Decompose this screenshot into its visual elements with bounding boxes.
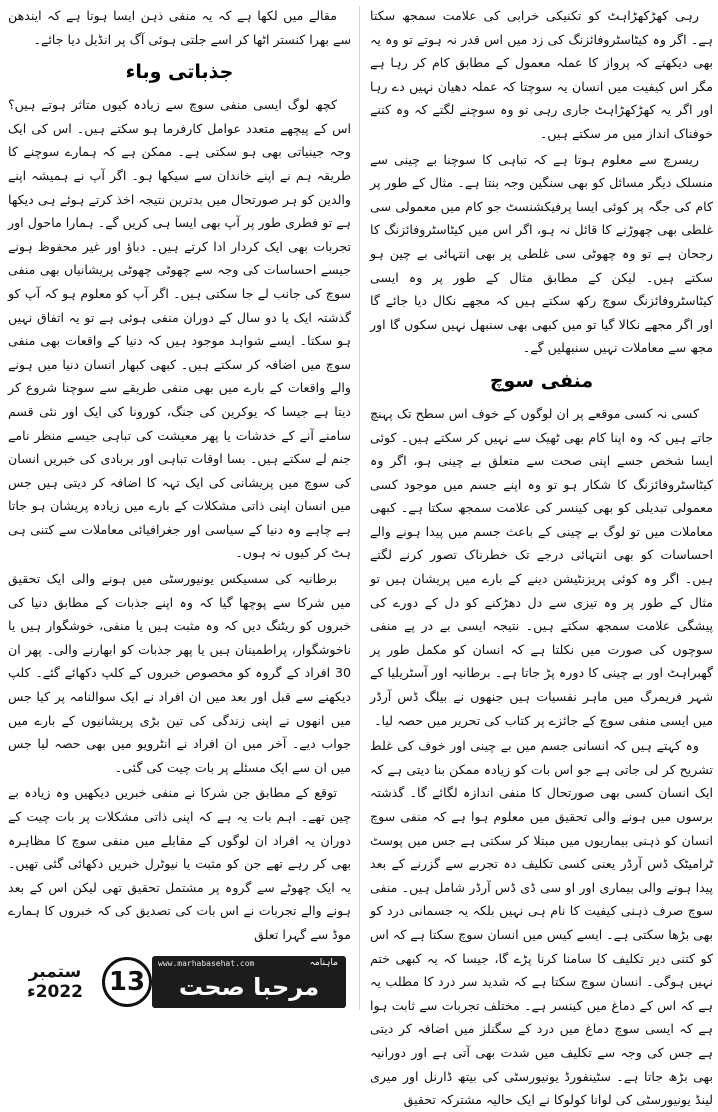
right-column — [370, 4, 713, 1108]
column-divider — [359, 6, 360, 1010]
issue-date: ستمبر 2022ء — [26, 962, 84, 1002]
paragraph: وہ کہتے ہیں کہ انسانی جسم میں بے چینی اور خوف کی غلط تشریح کر لی جاتی ہے جو اس بات کو زیادہ ممکن بنا دیتی ہے کہ ایک انسان کسی بھی صورتحال کا منفی اندازہ لگائے گا۔ گذشتہ برسوں میں ہونے والی تحقیق میں معلوم ہوا ہے کہ منفی سوچ انسان کو ذہنی بیماریوں میں مبتلا کر سکتی ہے جس میں پوسٹ ٹرامیٹک ڈس آرڈر یعنی کسی تکلیف دہ تجربے سے گزرنے کے بعد پیدا ہونے والی بیماری اور او سی ڈی ڈس آرڈر شامل ہیں۔ منفی سوچ صرف ذہنی کیفیت کا نام ہی نہیں بلکہ یہ جسمانی درد کو بھی بڑھا سکتی ہے۔ ایسے کیس میں انسان سوچ سکتا ہے کہ اس کو کتنی دیر تکلیف کا سامنا کرنا پڑے گا، جیسا کہ یہ کبھی ختم نہیں ہوگی۔ انسان سوچ سکتا ہے کہ شدید سر درد کا مطلب یہ ہے کہ اس کے دماغ میں کینسر ہے۔ مختلف تجربات سے ثابت ہوا ہے کہ ایسی سوچ دماغ میں درد کے سگنلز میں اضافہ کر دیتی ہے جس کی وجہ سے تکلیف میں شدت بھی آتی ہے اور دورانیہ بھی بڑھ جاتا ہے۔ سٹینفورڈ یونیورسٹی کی بیتھ ڈارنل اور میری لینڈ یونیورسٹی کی لوانا کولوکا نے ایک حالیہ مشترکہ تحقیق — [370, 738, 713, 1108]
brand-name: مرحبا صحت — [178, 973, 320, 1001]
paragraph: مقالے میں لکھا ہے کہ یہ منفی ذہن ایسا ہوتا ہے کہ ایندھن سے بھرا کنستر اٹھا کر اسے جلتی ہوئی آگ پر انڈیل دیا جائے۔ — [8, 8, 351, 47]
paragraph: توقع کے مطابق جن شرکا نے منفی خبریں دیکھیں وہ زیادہ بے چین تھے۔ اہم بات یہ ہے کہ اپنی ذاتی مشکلات پر بات چیت کے دوران یہ افراد ان لوگوں کے مقابلے میں منفی سوچ کا مظاہرہ بھی کر رہے تھے جن کو مثبت یا نیوٹرل خبریں دکھائی گئی تھیں۔ یہ ایک چھوٹے سے گروہ پر مشتمل تحقیق تھی لیکن اس کے بعد ہونے والے تجربات نے اس بات کی تصدیق کی کہ خبروں کا ہمارے موڈ سے گہرا تعلق — [8, 785, 351, 942]
paragraph: رہی کھڑکھڑاہٹ کو تکنیکی خرابی کی علامت سمجھ سکتا ہے۔ اگر وہ کیٹاسٹروفائزنگ کی زد میں اس قدر نہ ہوتے تو وہ یہ بھی دیکھتے کہ پرواز کا عملہ معمول کے مطابق کام کر رہا ہے مگر اس کیفیت میں انسان یہ سوچتا کہ عملہ دھیان نہیں دے رہا اور اگر یہ کھڑکھڑاہٹ جاری رہی تو وہ سوچنے لگتے کہ وہ کتنے خوفناک انداز میں مر سکتے ہیں۔ — [370, 8, 713, 141]
section-heading-negative-thinking: منفی سوچ — [489, 369, 594, 392]
section-heading-emotional-epidemic: جذباتی وباء — [125, 61, 234, 84]
paragraph: کسی نہ کسی موقعے پر ان لوگوں کے خوف اس سطح تک پہنچ جاتے ہیں کہ وہ اپنا کام بھی ٹھیک سے نہیں کر سکتے ہیں۔ کوئی ایسا شخص جسے اپنی صحت سے متعلق بے چینی ہو، اگر وہ کیٹاسٹروفائزنگ کا شکار ہو تو وہ اپنے جسم میں موجود کسی معمولی تبدیلی کو بھی کینسر کی علامت سمجھ سکتا ہے۔ کبھی معاملات میں تو لوگ بے چینی کے باعث جسم میں پیدا ہونے والے احساسات کو بھی انتہائی درجے تک خطرناک تصور کرنے لگتے ہیں۔ اگر وہ کوئی پریزنٹیشن دینے کے بارے میں پریشان ہیں تو مثال کے طور پر وہ تیزی سے دل دھڑکنے کو دل کے دورے کی پیشگی علامت سمجھ سکتے ہیں۔ نتیجہ ایسی بے در پے منفی سوچوں کی صورت میں نکلتا ہے کہ انسان کو مکمل طور پر گھبراہٹ اور بے چینی کا دورہ پڑ جاتا ہے۔ برطانیہ اور آسٹریلیا کے شہر فریمرگ میں ماہر نفسیات ہیں جنھوں نے بیلگ ڈس آرڈر میں ایسی منفی سوچ کے جائزے پر کتاب کی تحریر میں حصہ لیا۔ — [370, 405, 713, 728]
paragraph: ریسرچ سے معلوم ہوتا ہے کہ تباہی کا سوچنا بے چینی سے منسلک دیگر مسائل کو بھی سنگین وجہ بنتا ہے۔ مثال کے طور پر کام کی جگہ پر کوئی ایسا پرفیکشنسٹ جو کام میں معمولی سی غلطی بھی چھوڑنے کا قائل نہ ہو، اگر اس میں کیٹاسٹروفائزنگ کا رجحان ہے تو وہ چھوٹی سی غلطی پر بھی انتہائی بے چین ہو سکتے ہیں۔ لیکن کے مطابق مثال کے طور پر وہ ایسی کیٹاسٹروفائزنگ سوچ رکھ سکتے ہیں کہ مجھے نکال دیا جائے گا اور اگر مجھے نکالا گیا تو میں کبھی بھی سنبھل نہیں سکوں گا اور مجھ سے معاملات نہیں سنبھلیں گے۔ — [370, 151, 713, 356]
paragraph: برطانیہ کی سسیکس یونیورسٹی میں ہونے والی ایک تحقیق میں شرکا سے پوچھا گیا کہ وہ اپنے جذبات کے مطابق دنیا کی خبروں کو ریٹنگ دیں کہ وہ مثبت ہیں یا منفی، خوشگوار ہیں یا ناخوشگوار، پراطمینان ہیں یا پھر جذبات کو ابھارنے والی۔ پھر ان 30 افراد کے گروہ کو مخصوص خبروں کے کلپ دکھائے گئے۔ کلپ دیکھنے سے قبل اور بعد میں ان افراد نے ایک سوالنامہ پر کیا جس میں انھوں نے اپنی زندگی کی تین بڑی پریشانیوں کے بارے میں جواب دیے۔ آخر میں ان افراد نے انٹرویو میں بھی حصہ لیا جس میں ان سے ایک مسئلے پر بات چیت کی گئی۔ — [8, 571, 351, 775]
paragraph: کچھ لوگ ایسی منفی سوچ سے زیادہ کیوں متاثر ہوتے ہیں؟ اس کے پیچھے متعدد عوامل کارفرما ہو سکتے ہیں۔ اس کی ایک وجہ جینیاتی بھی ہو سکتی ہے۔ ممکن ہے کہ ہمارے سوچنے کا طریقہ ہم نے اپنے خاندان سے سیکھا ہو۔ اگر آپ نے ہمیشہ اپنے والدین کو ہر صورتحال میں بدترین نتیجہ اخذ کرتے ہوئے ہی دیکھا ہے تو فطری طور پر آپ بھی ایسا ہی کریں گے۔ ہمارا ماحول اور تجربات بھی ایک کردار ادا کرتے ہیں۔ دباؤ اور غیر محفوظ ہونے جیسے احساسات کی وجہ سے چھوٹی چھوٹی پریشانیاں بھی منفی سوچ کی جانب لے جا سکتی ہیں۔ اگر آپ کو معلوم ہو کہ آپ کو گذشتہ ایک یا دو سال کے دوران منفی ہوئی ہے تو یہ اتفاق نہیں ہو سکتا۔ ایسے شواہد موجود ہیں کہ دنیا کے واقعات بھی منفی سوچ میں اضافہ کر سکتے ہیں۔ کبھی کبھار انسان دنیا میں ہونے والے واقعات کے بارے میں بھی منفی طریقے سے سوچنا شروع کر دیتا ہے جیسا کہ یوکرین کی جنگ، کورونا کی ایک اور نئی قسم سامنے آنے کے خدشات یا پھر معیشت کی تباہی جیسے منظر نامے جنم لے سکتے ہیں۔ بسا اوقات تباہی اور بربادی کی خبریں انسان کی سوچ میں پریشانی کی ایک تہہ کا اضافہ کر دیتی ہیں جس میں انسان اپنی ذاتی مشکلات کے بارے میں زیادہ پریشان ہو جاتا ہے چاہے وہ دنیا کے سیاسی اور جغرافیائی معاملات سے کتنی ہی ہٹ کر کیوں نہ ہوں۔ — [8, 97, 351, 561]
monthly-label: ماہنامہ — [309, 958, 338, 968]
left-column — [8, 4, 351, 948]
page-number: 13 — [102, 957, 152, 1007]
magazine-logo — [152, 956, 346, 1008]
page-footer — [8, 952, 353, 1012]
website-url: www.marhabasehat.com — [158, 959, 255, 968]
